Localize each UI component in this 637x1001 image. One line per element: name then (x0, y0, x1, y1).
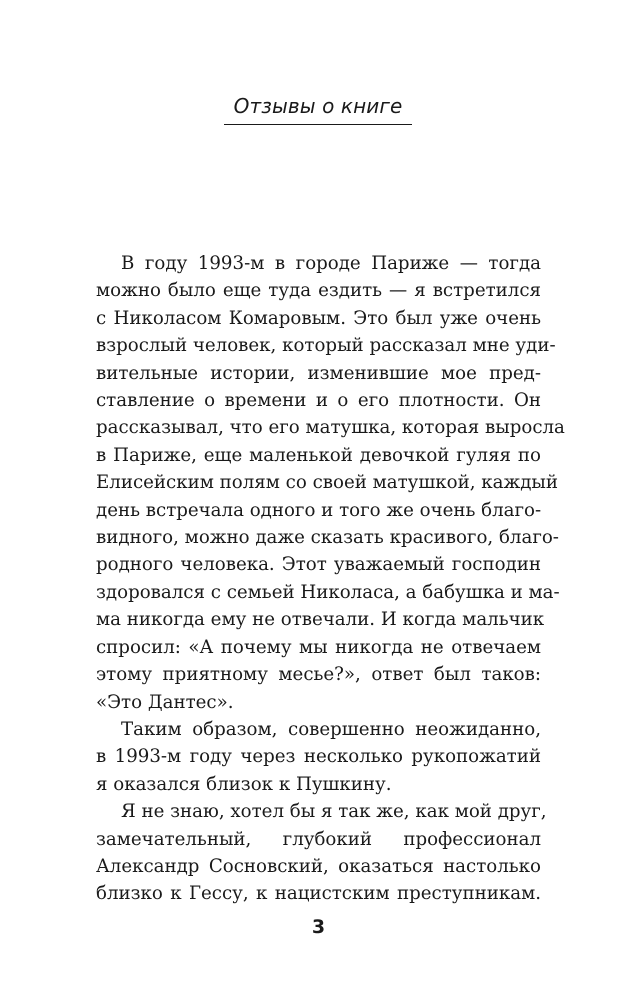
text-line: Таким образом, совершенно неожиданно, (121, 718, 541, 740)
text-line: рассказывал, что его матушка, которая выросла (96, 417, 565, 439)
text-line: «Это Дантес». (96, 691, 234, 713)
text-line: этому приятному месье?», ответ был таков: (96, 664, 541, 686)
text-line: день встречала одного и того же очень благо- (96, 499, 542, 521)
text-line: замечательный, глубокий профессионал (96, 828, 541, 850)
body-text (96, 250, 565, 908)
text-line: Александр Сосновский, оказаться настолько (96, 855, 541, 877)
text-line: Я не знаю, хотел бы я так же, как мой друг, (121, 801, 547, 823)
text-line: близко к Гессу, к нацистским преступникам. (96, 883, 541, 905)
text-line: В году 1993-м в городе Париже — тогда (121, 253, 541, 274)
text-line: я оказался близок к Пушкину. (96, 773, 392, 795)
section-title: Отзывы о книге (233, 94, 403, 118)
running-header (224, 92, 412, 125)
text-line: вительные истории, изменившие мое пред- (96, 362, 541, 384)
text-line: спросил: «А почему мы никогда не отвечаем (96, 636, 541, 658)
text-line: в 1993-м году через несколько рукопожатий (96, 746, 541, 768)
text-line: ма никогда ему не отвечали. И когда мальчик (96, 609, 545, 631)
text-line: с Николасом Комаровым. Это был уже очень (96, 307, 541, 329)
text-line: взрослый человек, который рассказал мне уди- (96, 335, 556, 357)
text-line: здоровался с семьей Николаса, а бабушка и ма- (96, 581, 560, 603)
paragraph-1 (96, 250, 565, 716)
page-number: 3 (311, 916, 326, 938)
paragraph-2 (96, 716, 541, 798)
paragraph-3 (96, 798, 547, 908)
text-line: видного, можно даже сказать красивого, благо- (96, 527, 559, 549)
header-rule (224, 124, 412, 125)
text-line: Елисейским полям со своей матушкой, каждый (96, 472, 559, 494)
text-line: родного человека. Этот уважаемый господин (96, 554, 541, 576)
text-line: в Париже, еще маленькой девочкой гуляя по (96, 444, 541, 466)
text-line: можно было еще туда ездить — я встретился (96, 280, 541, 302)
text-line: ставление о времени и о его плотности. Он (96, 390, 541, 412)
